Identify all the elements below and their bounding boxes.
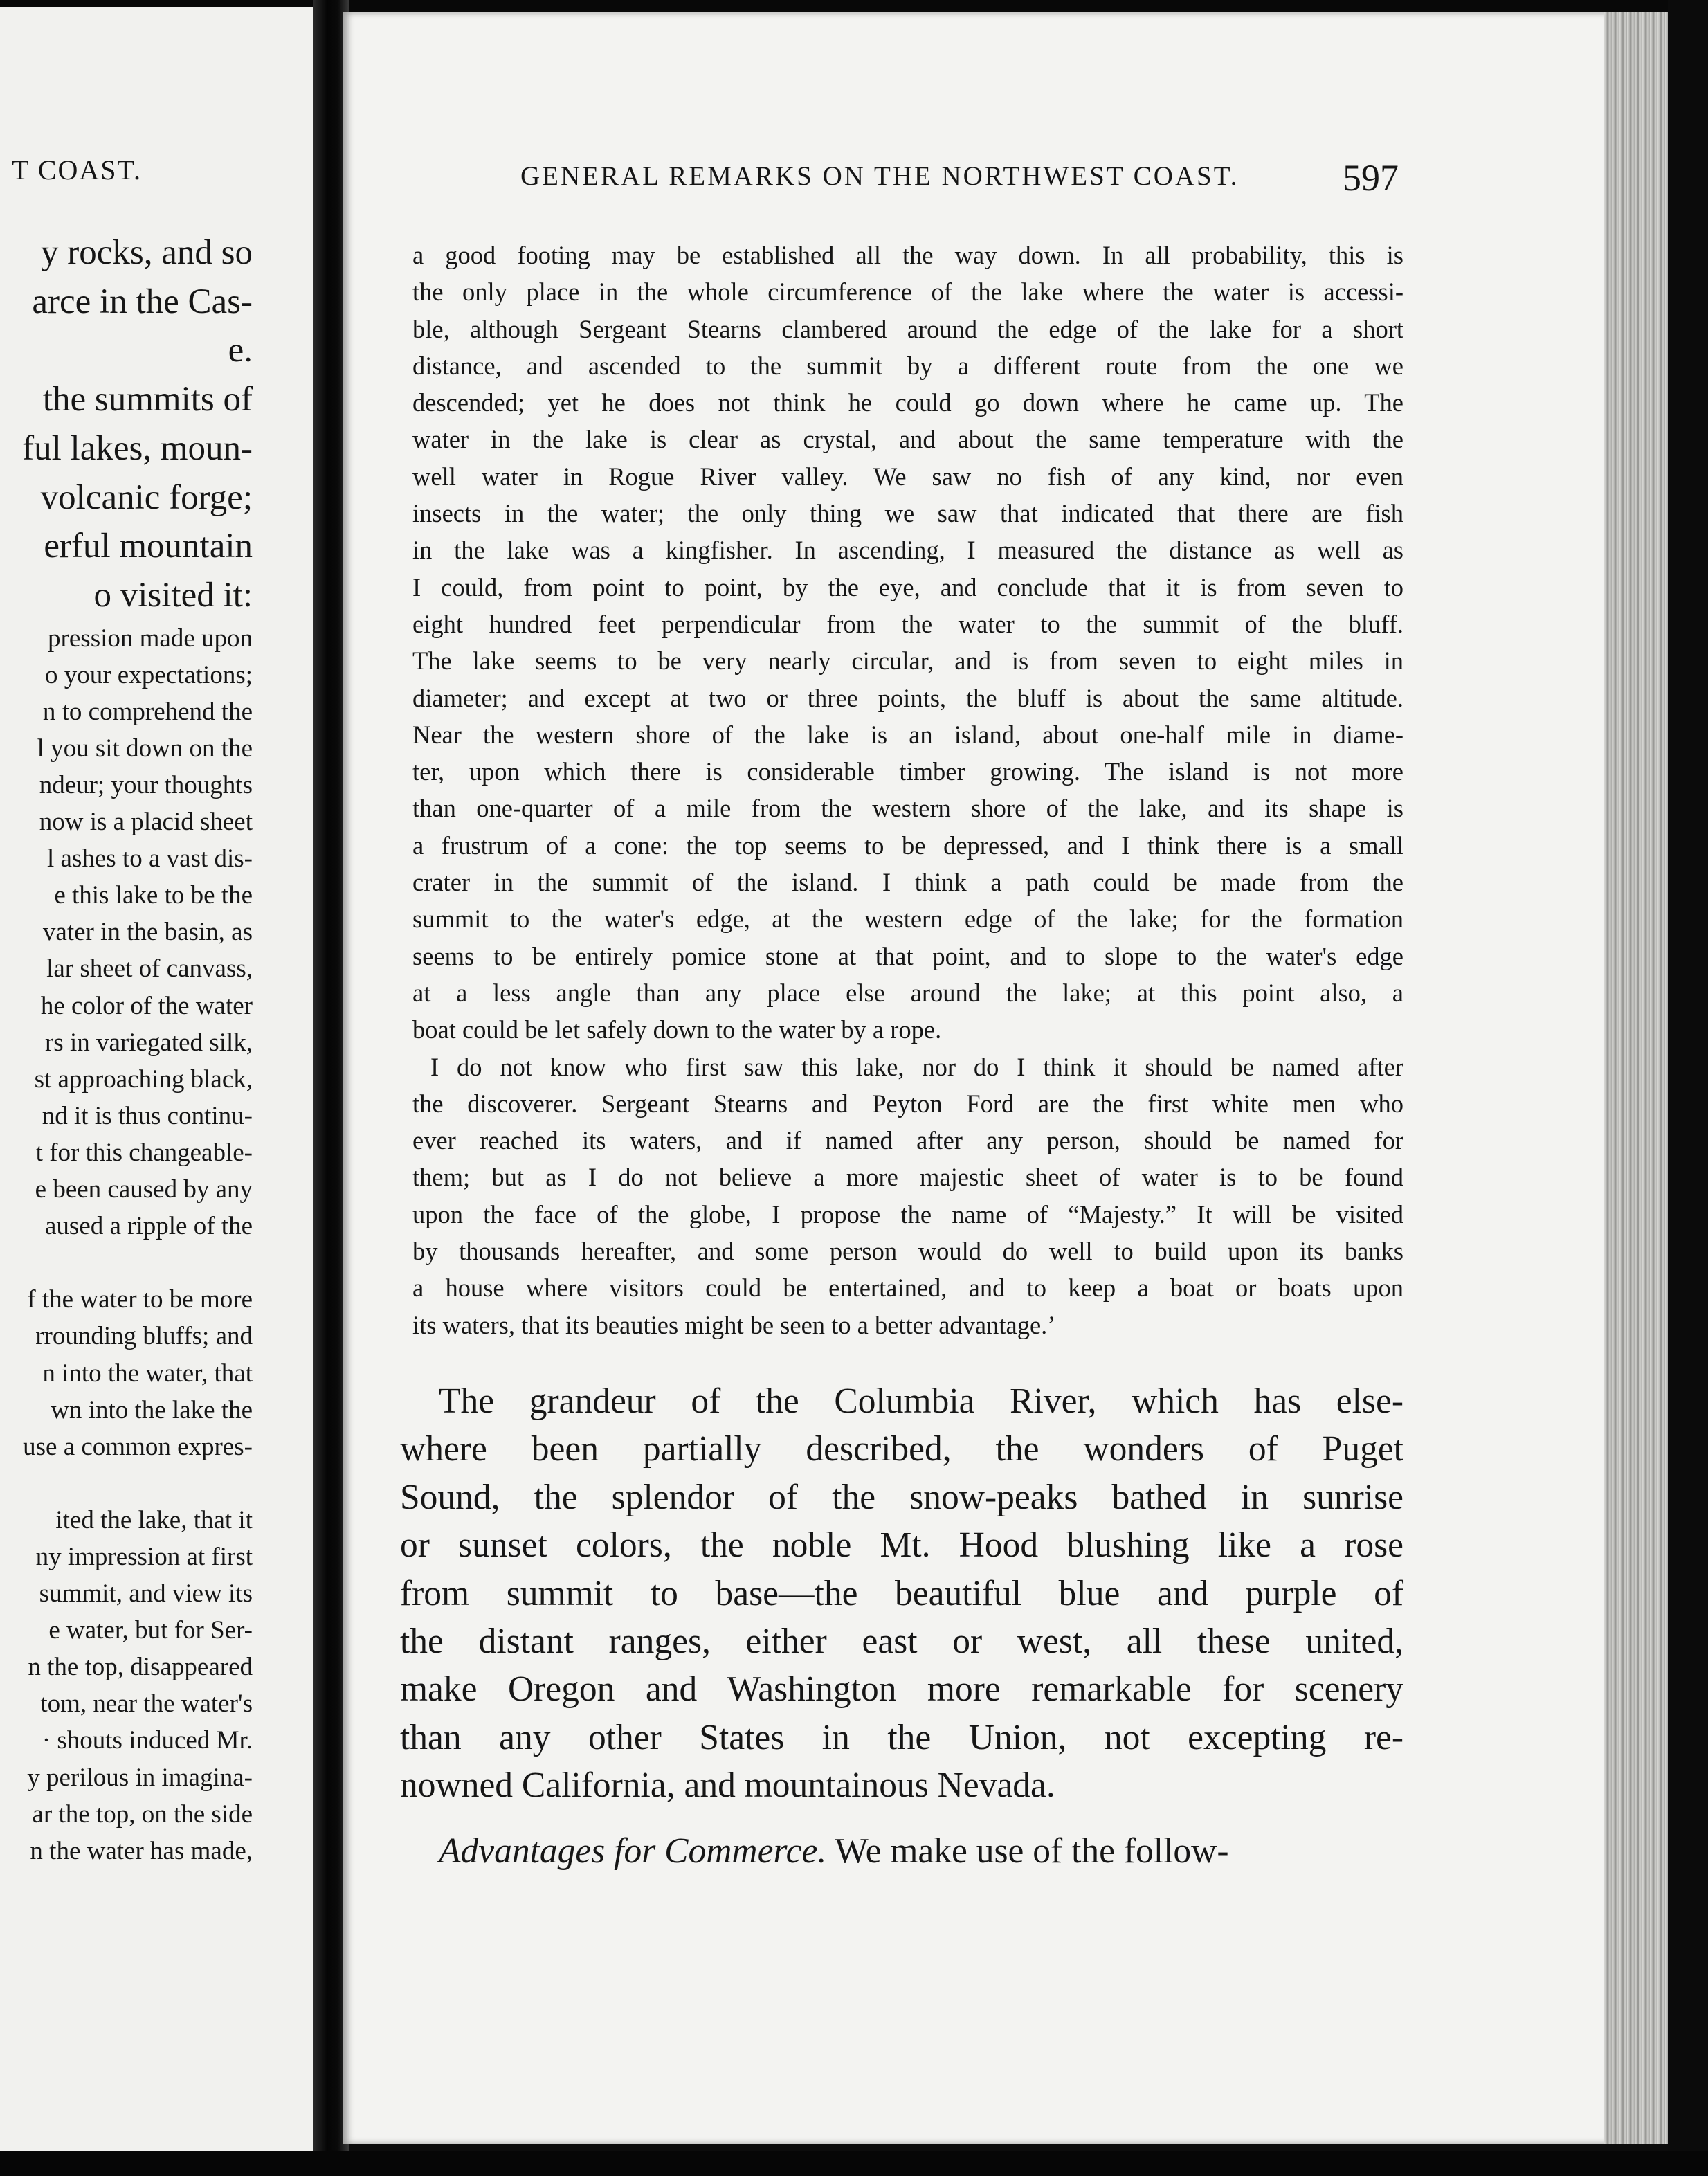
left-text-line: vater in the basin, as <box>42 918 253 947</box>
text-line: The grandeur of the Columbia River, which has else- <box>439 1381 1403 1421</box>
left-text-line: rs in variegated silk, <box>44 1028 253 1057</box>
text-line: boat could be let safely down to the water by a rope. <box>412 1015 942 1044</box>
text-line: at a less angle than any place else around the lake; at this point also, a <box>412 978 1403 1007</box>
section-text: We make use of the follow- <box>826 1831 1229 1871</box>
left-text-line: t for this changeable- <box>35 1138 253 1167</box>
text-line: I do not know who first saw this lake, nor do I think it should be named after <box>430 1052 1403 1081</box>
main-paragraph <box>400 1377 1403 1810</box>
left-text-line <box>22 1465 253 1502</box>
left-text-line: ny impression at first <box>35 1542 253 1571</box>
page-number: 597 <box>1343 157 1399 199</box>
quoted-passage <box>412 237 1403 1343</box>
left-text-line: e this lake to be the <box>54 881 253 910</box>
section-heading: Advantages for Commerce. <box>439 1831 827 1871</box>
text-line: Sound, the splendor of the snow-peaks bathed in sunrise <box>400 1477 1403 1517</box>
page-edges <box>1604 12 1668 2144</box>
left-text-line: arce in the Cas- <box>32 282 253 321</box>
left-text-line: e been caused by any <box>35 1175 253 1204</box>
left-page-text <box>22 228 253 1869</box>
left-text-line: now is a placid sheet <box>39 808 253 837</box>
text-line: well water in Rogue River valley. We saw no fish of any kind, nor even <box>412 462 1403 491</box>
text-line: its waters, that its beauties might be seen to a better advantage.’ <box>412 1310 1056 1339</box>
left-text-line: wn into the lake the <box>51 1395 253 1424</box>
left-text-line: aused a ripple of the <box>45 1212 253 1241</box>
left-text-line: rrounding bluffs; and <box>35 1322 253 1351</box>
text-line: in the lake was a kingfisher. In ascending, I measured the distance as well as <box>412 536 1403 565</box>
left-text-line: summit, and view its <box>39 1579 253 1608</box>
scan-border-bottom <box>0 2151 1708 2176</box>
left-text-line: y rocks, and so <box>41 233 253 272</box>
left-text-line: · shouts induced Mr. <box>42 1726 253 1755</box>
left-text-line: ited the lake, that it <box>55 1505 253 1534</box>
left-text-line: n the water has made, <box>30 1836 253 1865</box>
left-text-line: l you sit down on the <box>37 734 253 763</box>
left-text-line: ndeur; your thoughts <box>39 771 253 799</box>
quote-paragraph-1 <box>412 237 1403 1049</box>
left-small-text <box>22 620 253 1869</box>
text-line: the distant ranges, either east or west, all these united, <box>400 1621 1403 1661</box>
left-text-line: the summits of <box>42 380 253 419</box>
text-line: Near the western shore of the lake is an island, about one-half mile in diame- <box>412 720 1403 749</box>
left-text-line: st approaching black, <box>34 1064 253 1094</box>
left-text-line: e water, but for Ser- <box>48 1616 253 1645</box>
text-line: where been partially described, the wonders of Puget <box>400 1429 1403 1469</box>
text-line: by thousands hereafter, and some person would do well to build upon its banks <box>412 1237 1403 1266</box>
text-line: them; but as I do not believe a more majestic sheet of water is to be found <box>412 1163 1403 1192</box>
left-text-line: l ashes to a vast dis- <box>47 844 253 873</box>
text-line: ble, although Sergeant Stearns clambered around the edge of the lake for a short <box>412 314 1403 343</box>
left-text-line: o your expectations; <box>44 660 253 689</box>
text-line: than any other States in the Union, not excepting re- <box>400 1717 1403 1757</box>
left-facing-page <box>0 7 315 2151</box>
left-text-line: o visited it: <box>93 575 253 615</box>
text-line: The lake seems to be very nearly circular, and is from seven to eight miles in <box>412 646 1403 676</box>
text-line: eight hundred feet perpendicular from the water to the summit of the bluff. <box>412 609 1403 638</box>
left-text-line: use a common expres- <box>23 1432 253 1461</box>
quote-paragraph-2 <box>412 1049 1403 1343</box>
left-text-line: e. <box>228 331 253 370</box>
left-text-line: lar sheet of canvass, <box>46 954 253 983</box>
text-line: summit to the water's edge, at the western edge of the lake; for the formation <box>412 905 1403 934</box>
left-text-line: pression made upon <box>48 624 253 653</box>
text-line: or sunset colors, the noble Mt. Hood blushing like a rose <box>400 1525 1403 1566</box>
left-text-line: f the water to be more <box>27 1285 253 1314</box>
text-line: ever reached its waters, and if named after any person, should be named for <box>412 1126 1403 1155</box>
left-text-line: n to comprehend the <box>42 697 253 726</box>
text-line: I could, from point to point, by the eye, and conclude that it is from seven to <box>412 572 1403 601</box>
text-line: diameter; and except at two or three points, the bluff is about the same altitude. <box>412 683 1403 712</box>
text-line: from summit to base—the beautiful blue and purple of <box>400 1573 1403 1613</box>
text-line: water in the lake is clear as crystal, and about the same temperature with the <box>412 425 1403 454</box>
left-text-line: n into the water, that <box>42 1359 253 1388</box>
section-start <box>439 1827 1403 1875</box>
text-line: upon the face of the globe, I propose the name of “Majesty.” It will be visited <box>412 1199 1403 1228</box>
text-line: the discoverer. Sergeant Stearns and Peyton Ford are the first white men who <box>412 1089 1403 1118</box>
left-text-line: erful mountain <box>44 527 253 566</box>
text-line: a good footing may be established all the way down. In all probability, this is <box>412 241 1403 269</box>
text-line: insects in the water; the only thing we saw that indicated that there are fish <box>412 499 1403 528</box>
left-text-line: nd it is thus continu- <box>42 1101 253 1130</box>
left-text-line: y perilous in imagina- <box>27 1763 253 1792</box>
left-text-line: ar the top, on the side <box>32 1799 253 1829</box>
text-line: a frustrum of a cone: the top seems to be depressed, and I think there is a small <box>412 831 1403 860</box>
text-line: a house where visitors could be entertained, and to keep a boat or boats upon <box>412 1273 1403 1303</box>
left-text-line: n the top, disappeared <box>28 1653 253 1682</box>
scan-border-right <box>1668 0 1708 2176</box>
left-text-line: ful lakes, moun- <box>22 428 253 468</box>
text-line: seems to be entirely pomice stone at that point, and to slope to the water's edge <box>412 941 1403 970</box>
text-line: nowned California, and mountainous Nevada. <box>400 1766 1055 1806</box>
left-text-line <box>22 1244 253 1281</box>
text-line: crater in the summit of the island. I think a path could be made from the <box>412 868 1403 897</box>
left-large-text <box>22 228 253 620</box>
left-text-line: he color of the water <box>40 991 253 1020</box>
text-line: than one-quarter of a mile from the western shore of the lake, and its shape is <box>412 794 1403 823</box>
text-line: the only place in the whole circumference of the lake where the water is accessi- <box>412 278 1403 307</box>
text-line: descended; yet he does not think he could go down where he came up. The <box>412 388 1403 417</box>
left-text-line: volcanic forge; <box>40 478 253 517</box>
text-line: ter, upon which there is considerable timber growing. The island is not more <box>412 757 1403 786</box>
left-text-line: tom, near the water's <box>40 1689 253 1719</box>
running-head: GENERAL REMARKS ON THE NORTHWEST COAST. <box>520 161 1239 191</box>
text-line: make Oregon and Washington more remarkable for scenery <box>400 1669 1403 1710</box>
left-running-head: T COAST. <box>12 154 142 185</box>
text-line: distance, and ascended to the summit by a different route from the one we <box>412 351 1403 380</box>
